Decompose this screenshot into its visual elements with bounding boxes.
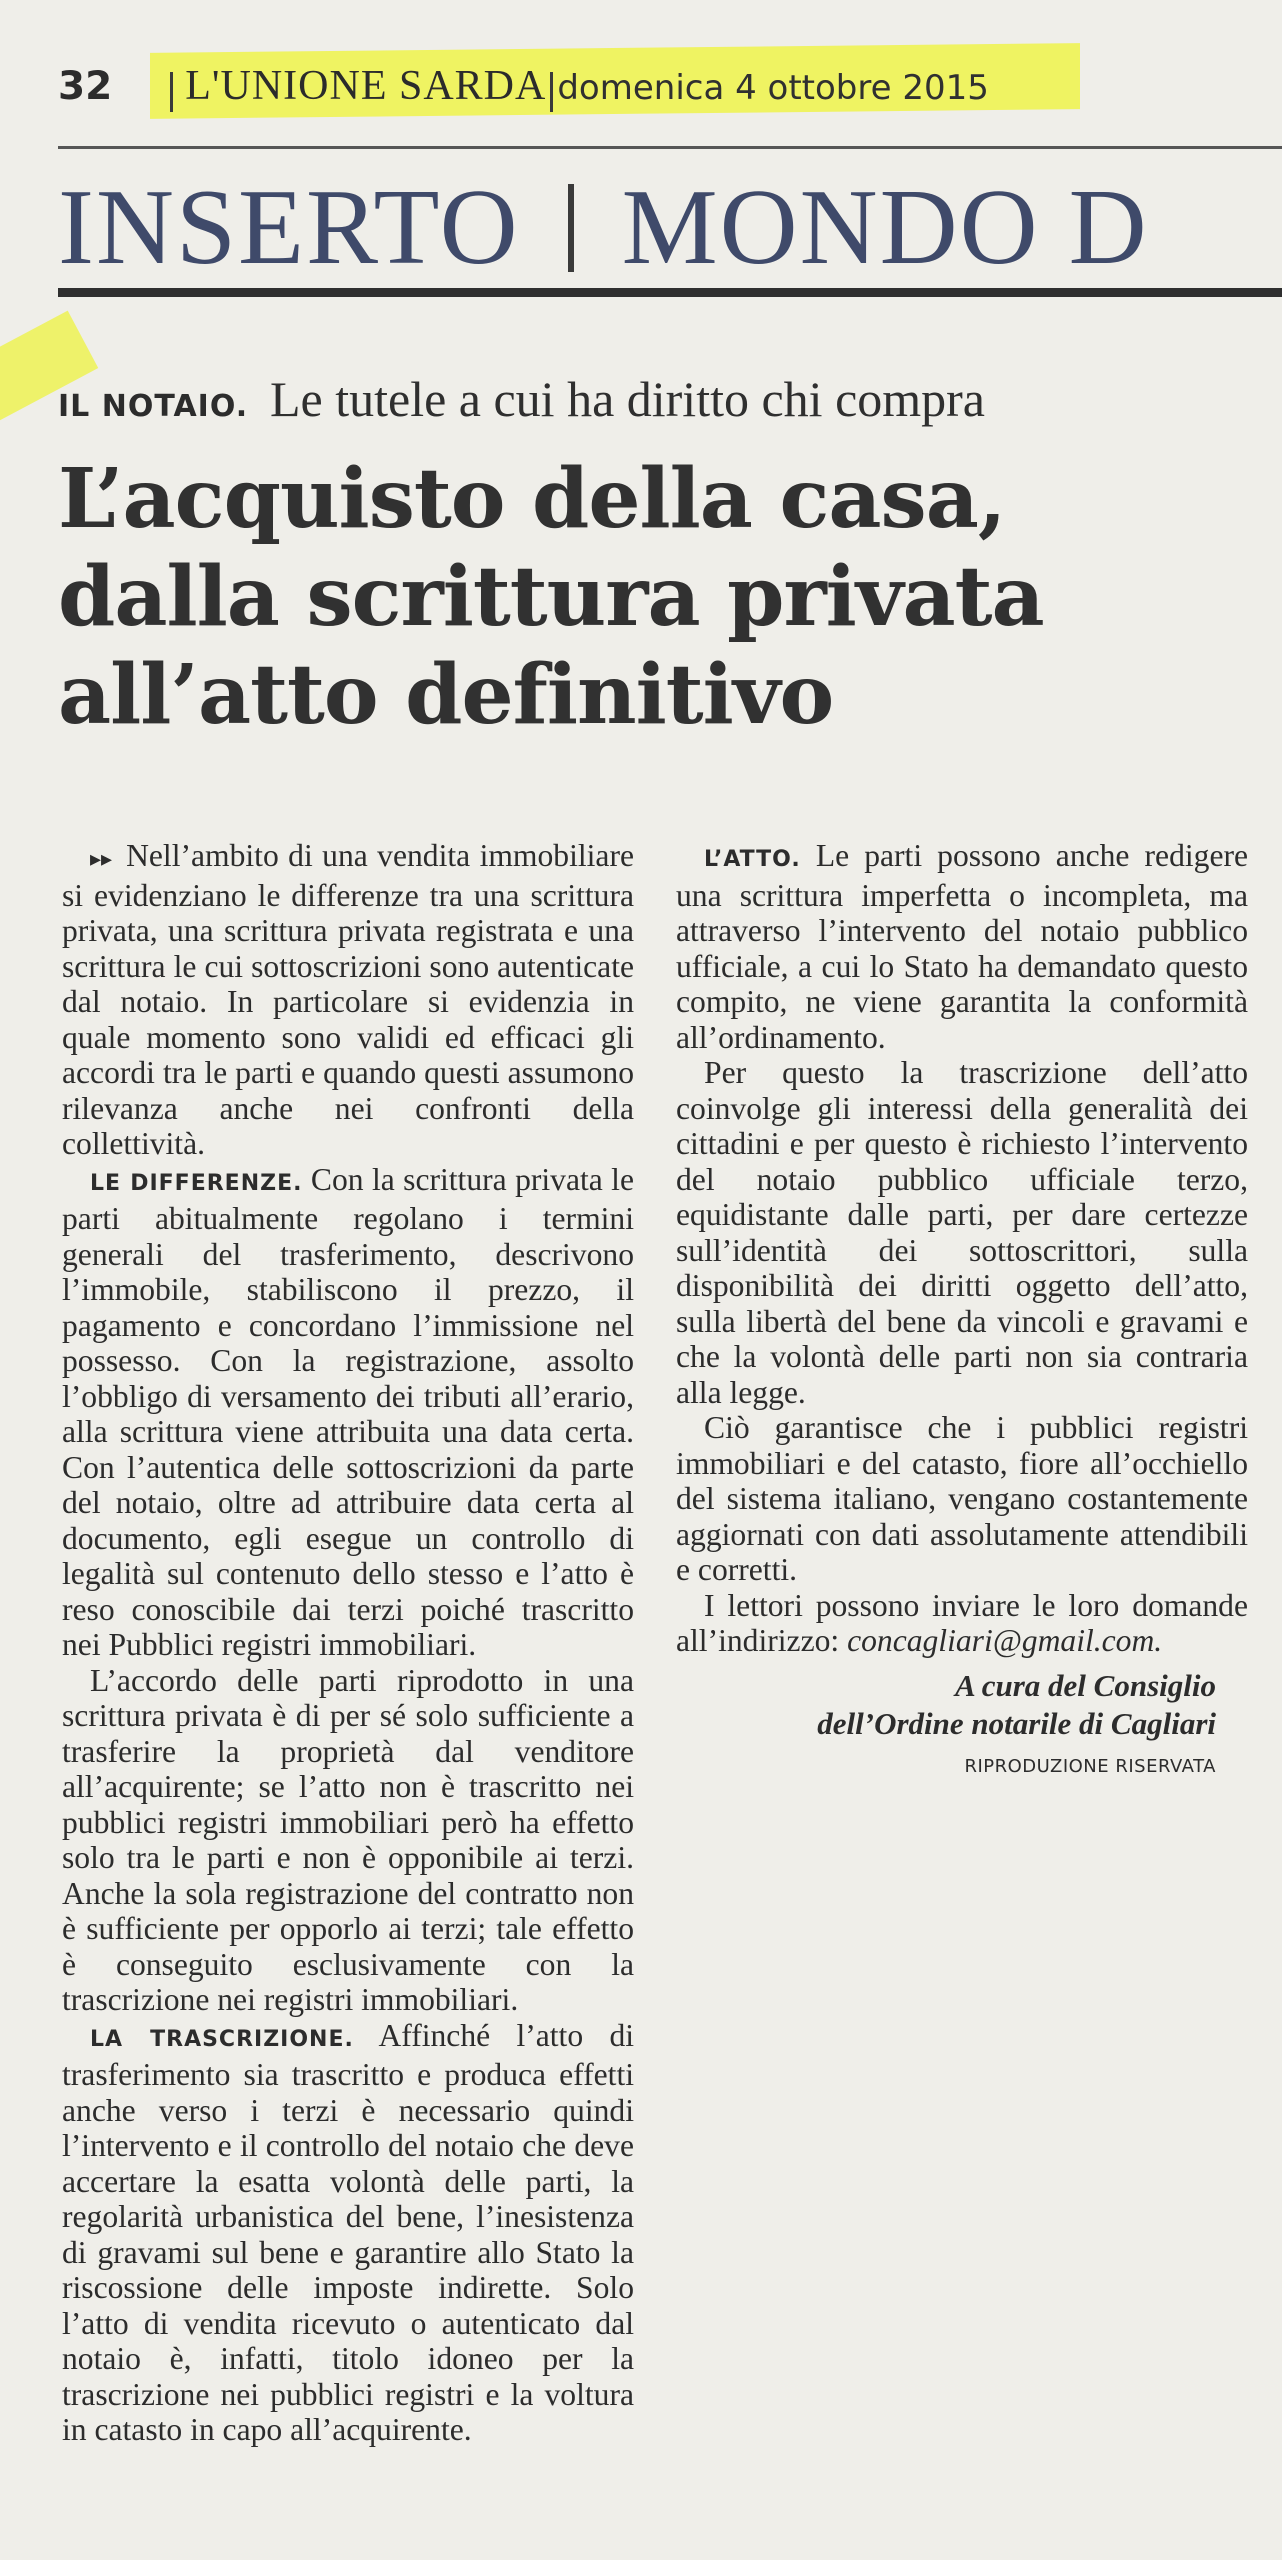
intro-paragraph: ▸▸ Nell’ambito di una vendita immobiliare si evidenziano le differenze tra una scrittura privata, una scrittura privata registrata e una scrittura le cui sottoscrizioni sono autenticate dal notaio. In particolare si evidenzia in quale momento sono validi ed efficaci gli accordi tra le parti e quando questi assumono rilevanza anche nei confronti della collettività. xyxy=(62,838,634,1161)
headline xyxy=(58,450,1238,744)
subhead-atto: L’ATTO. xyxy=(704,847,801,872)
article-column-right xyxy=(676,838,1248,1784)
kicker-label: IL NOTAIO. xyxy=(58,389,249,424)
newspaper-name: L'UNIONE SARDA xyxy=(185,63,547,109)
subhead-differenze: LE DIFFERENZE. xyxy=(90,1170,303,1196)
issue-date: domenica 4 ottobre 2015 xyxy=(557,68,989,108)
masthead xyxy=(58,62,989,122)
headline-line: dalla scrittura privata xyxy=(58,549,1044,645)
kicker-text: Le tutele a cui ha diritto chi compra xyxy=(270,371,985,427)
byline xyxy=(676,1667,1248,1743)
section-divider xyxy=(568,184,574,272)
paragraph-garanzia: Ciò garantisce che i pubblici registri immobiliari e del catasto, fiore all’occhiello del sistema italiano, vengano costantemente aggiornati con dati assolutamente attendibili e corretti. xyxy=(676,1410,1248,1587)
paragraph-differenze: LE DIFFERENZE. Con la scrittura privata le parti abitualmente regolano i termini generali del trasferimento, descrivono l’immobile, stabiliscono il prezzo, il pagamento e concordano l’immissione nel possesso. Con la registrazione, assolto l’obbligo di versamento dei tributi all’erario, alla scrittura viene attribuita una data certa. Con l’autentica delle sottoscrizioni da parte del notaio, oltre ad attribuire data certa al documento, egli esegue un controllo di legalità sul contenuto dello stesso e l’atto è reso conoscibile dai terzi poiché trascritto nei Pubblici registri immobiliari. xyxy=(62,1161,634,1662)
section-header xyxy=(58,158,1149,298)
page-number: 32 xyxy=(58,64,113,109)
masthead-divider xyxy=(170,72,173,112)
headline-line: all’atto definitivo xyxy=(58,647,834,743)
paragraph-accordo: L’accordo delle parti riprodotto in una scrittura privata è di per sé solo sufficiente a trasferire la proprietà dal venditore all’acquirente; se l’atto non è trascritto nei pubblici registri immobiliari però ha effetto solo tra le parti e non è opponibile ai terzi. Anche la sola registrazione del contratto non è sufficiente per opporlo ai terzi; tale effetto è conseguito esclusivamente con la trascrizione nei registri immobiliari. xyxy=(62,1662,634,2017)
paragraph-lettori: I lettori possono inviare le loro domande all’indirizzo: concagliari@gmail.com. xyxy=(676,1587,1248,1658)
byline-line: A cura del Consiglio xyxy=(955,1667,1216,1703)
section-title-left: INSERTO xyxy=(58,168,520,287)
byline-line: dell’Ordine notarile di Cagliari xyxy=(817,1705,1216,1741)
contact-email: concagliari@gmail.com. xyxy=(847,1623,1163,1658)
section-rule xyxy=(58,288,1282,297)
paragraph-per-questo: Per questo la trascrizione dell’atto coinvolge gli interessi della generalità dei cittadini e per questo è richiesto l’intervento del notaio pubblico ufficiale terzo, equidistante dalle parti, per dare certezze sull’identità dei sottoscrittori, sulla disponibilità dei diritti oggetto dell’atto, sulla libertà del bene da vincoli e gravami e che la volontà delle parti non sia contraria alla legge. xyxy=(676,1055,1248,1410)
paragraph-trascrizione: LA TRASCRIZIONE. Affinché l’atto di trasferimento sia trascritto e produca effetti anche verso i terzi è necessario quindi l’intervento e il controllo del notaio che deve accertare la esatta volontà delle parti, la regolarità urbanistica del bene, l’inesistenza di gravami sul bene e garantire allo Stato la riscossione delle imposte indirette. Solo l’atto di vendita ricevuto o autenticato dal notaio è, infatti, titolo idoneo per la trascrizione nei pubblici registri e la voltura in catasto in capo all’acquirente. xyxy=(62,2017,635,2447)
subhead-trascrizione: LA TRASCRIZIONE. xyxy=(90,2026,354,2052)
section-title-right: MONDO D xyxy=(621,168,1149,287)
paragraph-atto: L’ATTO. Le parti possono anche redigere una scrittura imperfetta o incompleta, ma attraverso l’intervento del notaio pubblico ufficiale, a cui lo Stato ha demandato questo compito, ne viene garantita la conformità all’ordinamento. xyxy=(676,838,1249,1055)
top-rule xyxy=(58,146,1282,149)
double-arrow-icon: ▸▸ xyxy=(90,847,113,872)
kicker xyxy=(58,370,985,428)
article-column-left xyxy=(62,838,634,2448)
headline-line: L’acquisto della casa, xyxy=(58,451,1006,547)
rights-notice: RIPRODUZIONE RISERVATA xyxy=(964,1755,1216,1777)
masthead-divider xyxy=(550,72,553,112)
